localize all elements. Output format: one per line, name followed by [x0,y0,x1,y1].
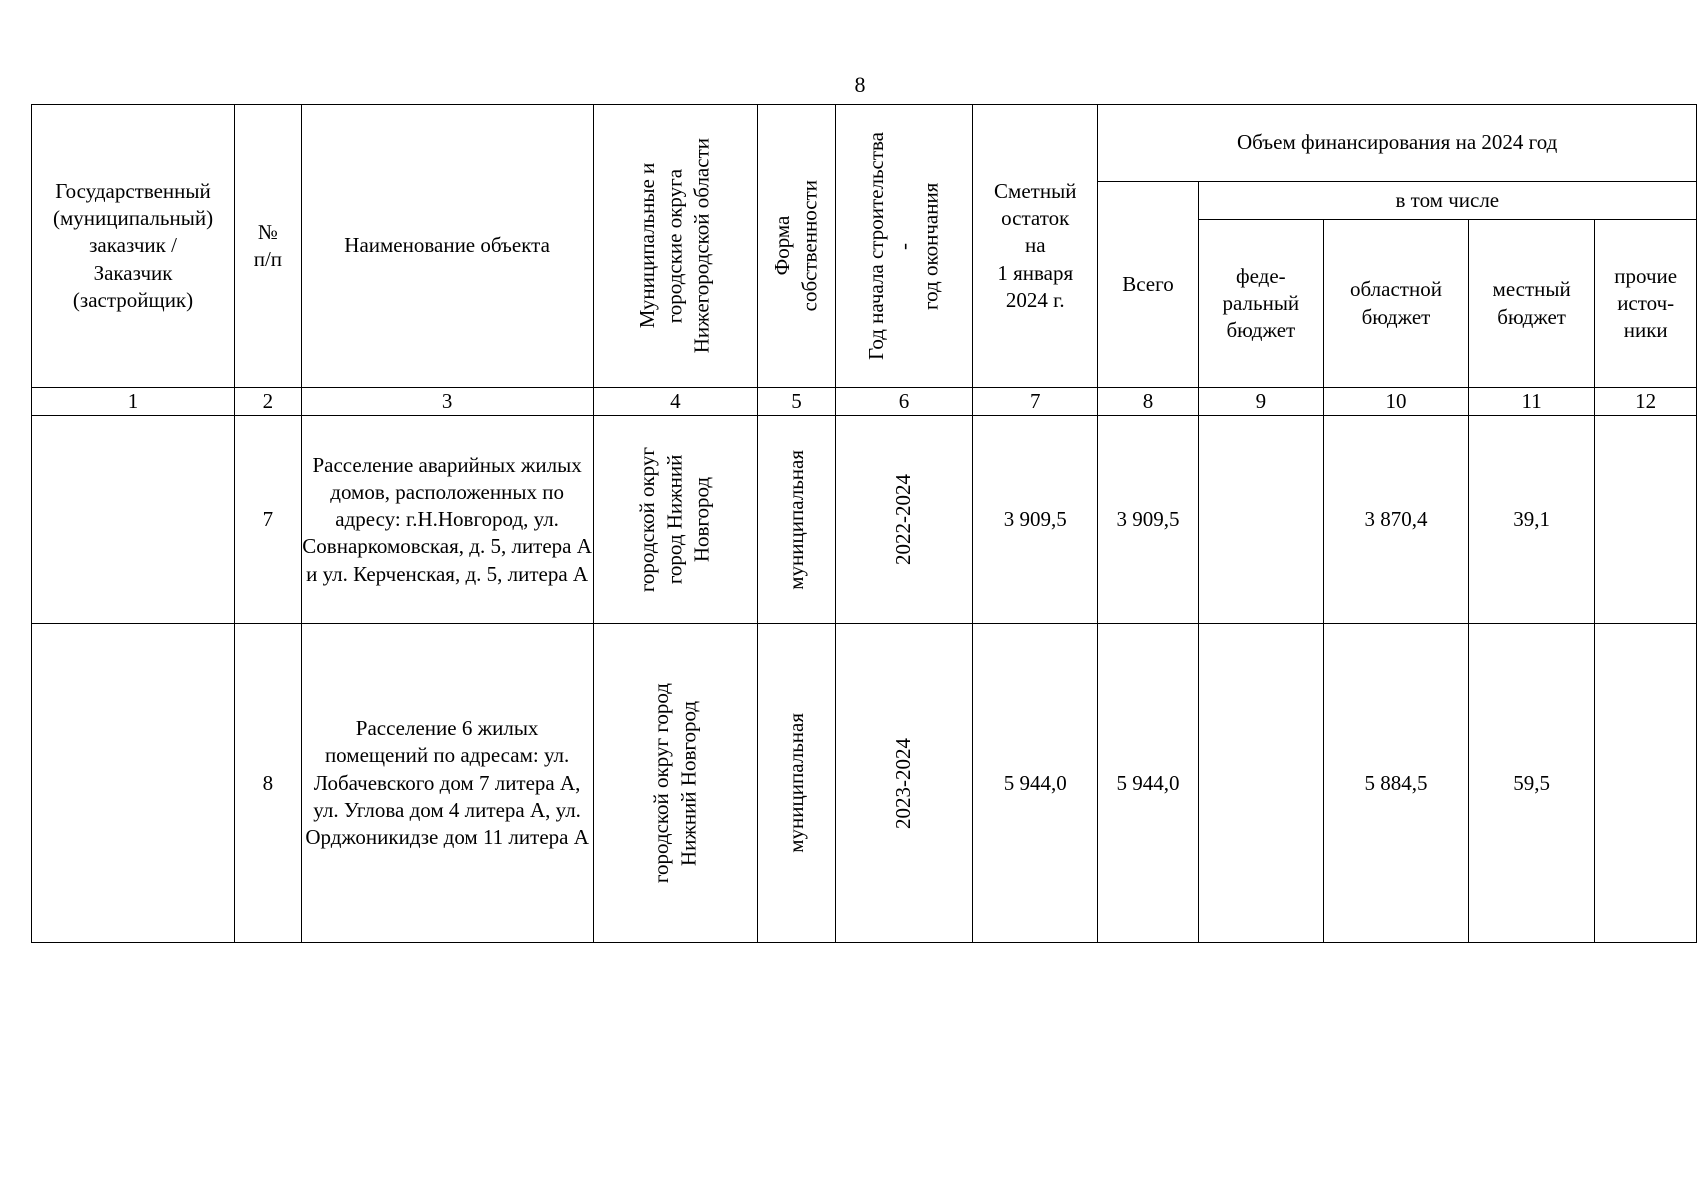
row-total: 5 944,0 [1098,624,1198,943]
row-years: 2023-2024 [891,737,916,829]
header-object-name: Наименование объекта [301,105,593,388]
header-local: местный бюджет [1468,220,1594,388]
table-row [32,416,1697,624]
row-object-name: Расселение аварийных жилых домов, расположенных по адресу: г.Н.Новгород, ул. Совнаркомовская, д. 5, литера А и ул. Керченская, д. 5, литера А [301,416,593,624]
column-number: 8 [1098,388,1198,416]
row-number: 8 [235,624,302,943]
column-number: 11 [1468,388,1594,416]
header-total: Всего [1098,182,1198,388]
row-other [1595,624,1697,943]
row-customer [32,416,235,624]
column-number: 9 [1198,388,1323,416]
header-customer: Государственный (муниципальный) заказчик / Заказчик (застройщик) [32,105,235,388]
row-ownership-cell [758,624,835,943]
header-municipality-cell [593,105,758,388]
row-regional: 3 870,4 [1324,416,1469,624]
header-ownership: Форма собственности [770,180,822,312]
column-number: 7 [973,388,1098,416]
header-years-cell [835,105,972,388]
row-total: 3 909,5 [1098,416,1198,624]
header-regional: областной бюджет [1324,220,1469,388]
column-number: 6 [835,388,972,416]
row-years-cell [835,416,972,624]
column-number: 1 [32,388,235,416]
page-number: 8 [854,72,866,97]
column-number: 2 [235,388,302,416]
row-ownership: муниципальная [783,449,808,590]
column-number: 12 [1595,388,1697,416]
header-years: Год начала строительства - год окончания [864,132,943,360]
row-regional: 5 884,5 [1324,624,1469,943]
row-ownership: муниципальная [783,713,808,854]
row-local: 59,5 [1468,624,1594,943]
row-ownership-cell [758,416,835,624]
column-number: 10 [1324,388,1469,416]
row-municipality-cell [593,416,758,624]
row-other [1595,416,1697,624]
row-municipality: городской округ город Нижний Новгород [635,447,715,593]
header-funding-group: Объем финансирования на 2024 год [1098,105,1697,182]
header-including: в том числе [1198,182,1696,220]
row-municipality-cell [593,624,758,943]
column-number: 5 [758,388,835,416]
row-estimate: 3 909,5 [973,416,1098,624]
row-number: 7 [235,416,302,624]
row-years: 2022-2024 [891,474,916,566]
header-estimate: Сметный остаток на 1 января 2024 г. [973,105,1098,388]
header-federal: феде- ральный бюджет [1198,220,1323,388]
header-ownership-cell [758,105,835,388]
header-municipality: Муниципальные и городские округа Нижегородской области [635,138,715,354]
header-row-1 [32,105,1697,182]
row-years-cell [835,624,972,943]
row-municipality: городской округ город Нижний Новгород [649,683,701,884]
column-number: 3 [301,388,593,416]
row-estimate: 5 944,0 [973,624,1098,943]
header-number: № п/п [235,105,302,388]
row-local: 39,1 [1468,416,1594,624]
row-object-name: Расселение 6 жилых помещений по адресам: ул. Лобачевского дом 7 литера А, ул. Углова дом 4 литера А, ул. Орджоникидзе дом 11 литера А [301,624,593,943]
row-federal [1198,624,1323,943]
financing-table [31,104,1697,943]
row-customer [32,624,235,943]
row-federal [1198,416,1323,624]
column-number: 4 [593,388,758,416]
table-row [32,624,1697,943]
header-other: прочие источ- ники [1595,220,1697,388]
column-number-row [32,388,1697,416]
